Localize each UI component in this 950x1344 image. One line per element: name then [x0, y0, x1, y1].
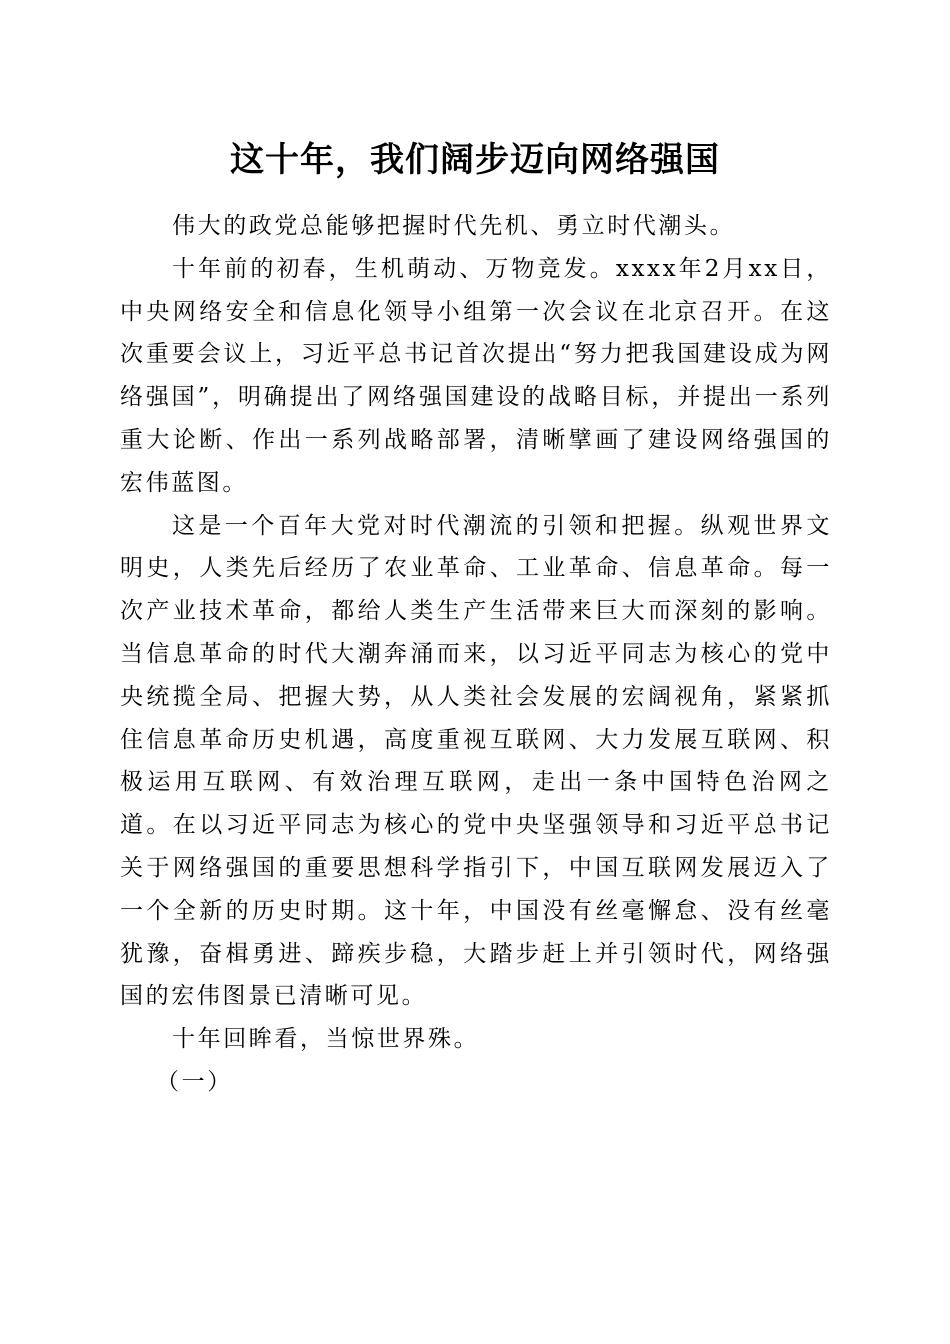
paragraph-first-meeting: 十年前的初春，生机萌动、万物竞发。xxxx年2月xx日，中央网络安全和信息化领导小组第一次会议在北京召开。在这次重要会议上，习近平总书记首次提出“努力把我国建设成为网络强国”，明确提出了网络强国建设的战略目标，并提出一系列重大论断、作出一系列战略部署，清晰擘画了建设网络强国的宏伟蓝图。 [120, 255, 832, 496]
document-body [120, 205, 832, 1104]
document-title: 这十年，我们阔步迈向网络强国 [230, 140, 720, 180]
paragraph-information-revolution: 这是一个百年大党对时代潮流的引领和把握。纵观世界文明史，人类先后经历了农业革命、工业革命、信息革命。每一次产业技术革命，都给人类生产生活带来巨大而深刻的影响。当信息革命的时代大潮奔涌而来，以习近平同志为核心的党中央统揽全局、把握大势，从人类社会发展的宏阔视角，紧紧抓住信息革命历史机遇，高度重视互联网、大力发展互联网、积极运用互联网、有效治理互联网，走出一条中国特色治网之道。在以习近平同志为核心的党中央坚强领导和习近平总书记关于网络强国的重要思想科学指引下，中国互联网发展迈入了一个全新的历史时期。这十年，中国没有丝毫懈怠、没有丝毫犹豫，奋楫勇进、蹄疾步稳，大踏步赶上并引领时代，网络强国的宏伟图景已清晰可见。 [120, 512, 832, 1010]
section-heading-one: （一） [156, 1068, 233, 1095]
paragraph-intro: 伟大的政党总能够把握时代先机、勇立时代潮头。 [172, 213, 736, 239]
paragraph-look-back: 十年回眸看，当惊世界殊。 [172, 1026, 480, 1053]
